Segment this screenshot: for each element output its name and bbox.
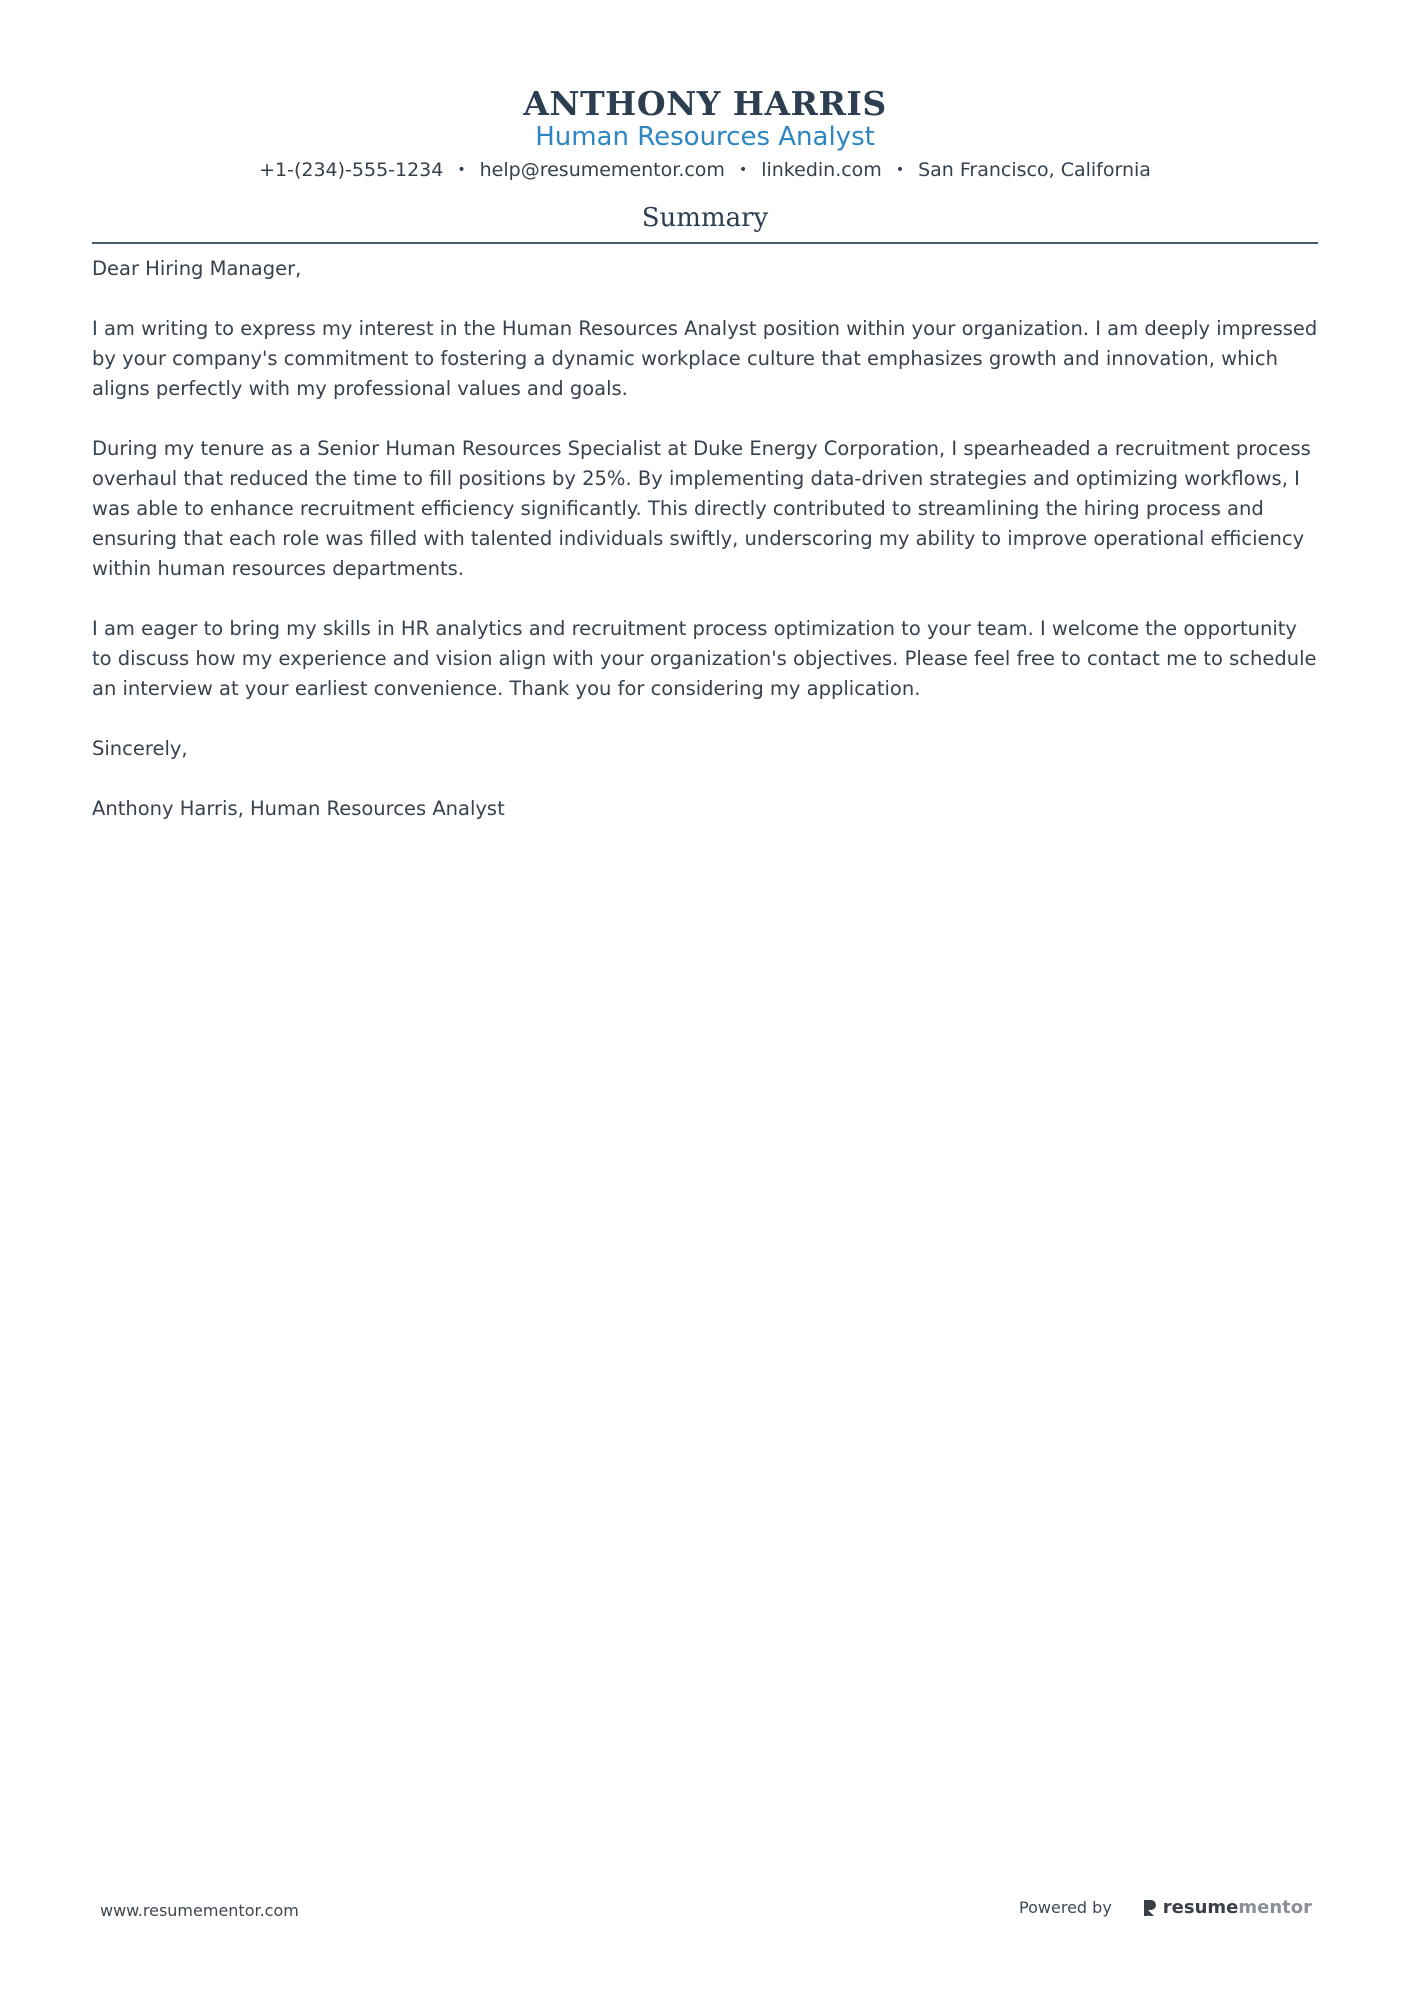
contact-phone: +1-(234)-555-1234 xyxy=(259,159,444,181)
candidate-title: Human Resources Analyst xyxy=(535,122,875,152)
letter-greeting: Dear Hiring Manager, xyxy=(92,257,302,280)
letter-paragraph: I am writing to express my interest in the Human Resources Analyst position within your organization. I am deeply impressed by your company's commitment to fostering a dynamic workplace culture that emphasizes growth and innovation, which aligns perfectly with my professional values and goals. xyxy=(92,317,1318,400)
contact-line xyxy=(92,156,1318,184)
letter-paragraph: During my tenure as a Senior Human Resources Specialist at Duke Energy Corporation, I spearheaded a recruitment process overhaul that reduced the time to fill positions by 25%. By implementing data-driven strategies and optimizing workflows, I was able to enhance recruitment efficiency significantly. This directly contributed to streamlining the hiring process and ensuring that each role was filled with talented individuals swiftly, underscoring my ability to improve operational efficiency within human resources departments. xyxy=(92,437,1311,580)
contact-linkedin[interactable]: linkedin.com xyxy=(761,159,882,181)
brand-logo[interactable] xyxy=(1142,1897,1312,1919)
section-divider xyxy=(92,242,1318,244)
powered-by-label: Powered by xyxy=(1019,1898,1112,1917)
header xyxy=(92,84,1318,184)
contact-separator: • xyxy=(457,162,466,178)
letter-body xyxy=(92,254,1318,854)
contact-location: San Francisco, California xyxy=(918,159,1151,181)
section-title-summary: Summary xyxy=(641,203,769,233)
resumementor-logo-icon xyxy=(1142,1898,1158,1918)
candidate-name: ANTHONY HARRIS xyxy=(523,84,887,123)
brand-name-resume: resume xyxy=(1162,1897,1239,1918)
contact-separator: • xyxy=(895,162,905,178)
letter-paragraph: I am eager to bring my skills in HR analytics and recruitment process optimization to your team. I welcome the opportunity to discuss how my experience and vision align with your organization's objectives. Please feel free to contact me to schedule an interview at your earliest convenience. Thank you for considering my application. xyxy=(92,617,1317,700)
footer-branding xyxy=(1019,1897,1312,1919)
letter-signature: Anthony Harris, Human Resources Analyst xyxy=(92,797,505,820)
footer-website[interactable]: www.resumementor.com xyxy=(100,1901,299,1920)
contact-separator: • xyxy=(738,162,748,178)
letter-closing: Sincerely, xyxy=(92,737,188,760)
contact-email[interactable]: help@resumementor.com xyxy=(479,159,725,181)
brand-name-mentor: mentor xyxy=(1238,1897,1312,1918)
